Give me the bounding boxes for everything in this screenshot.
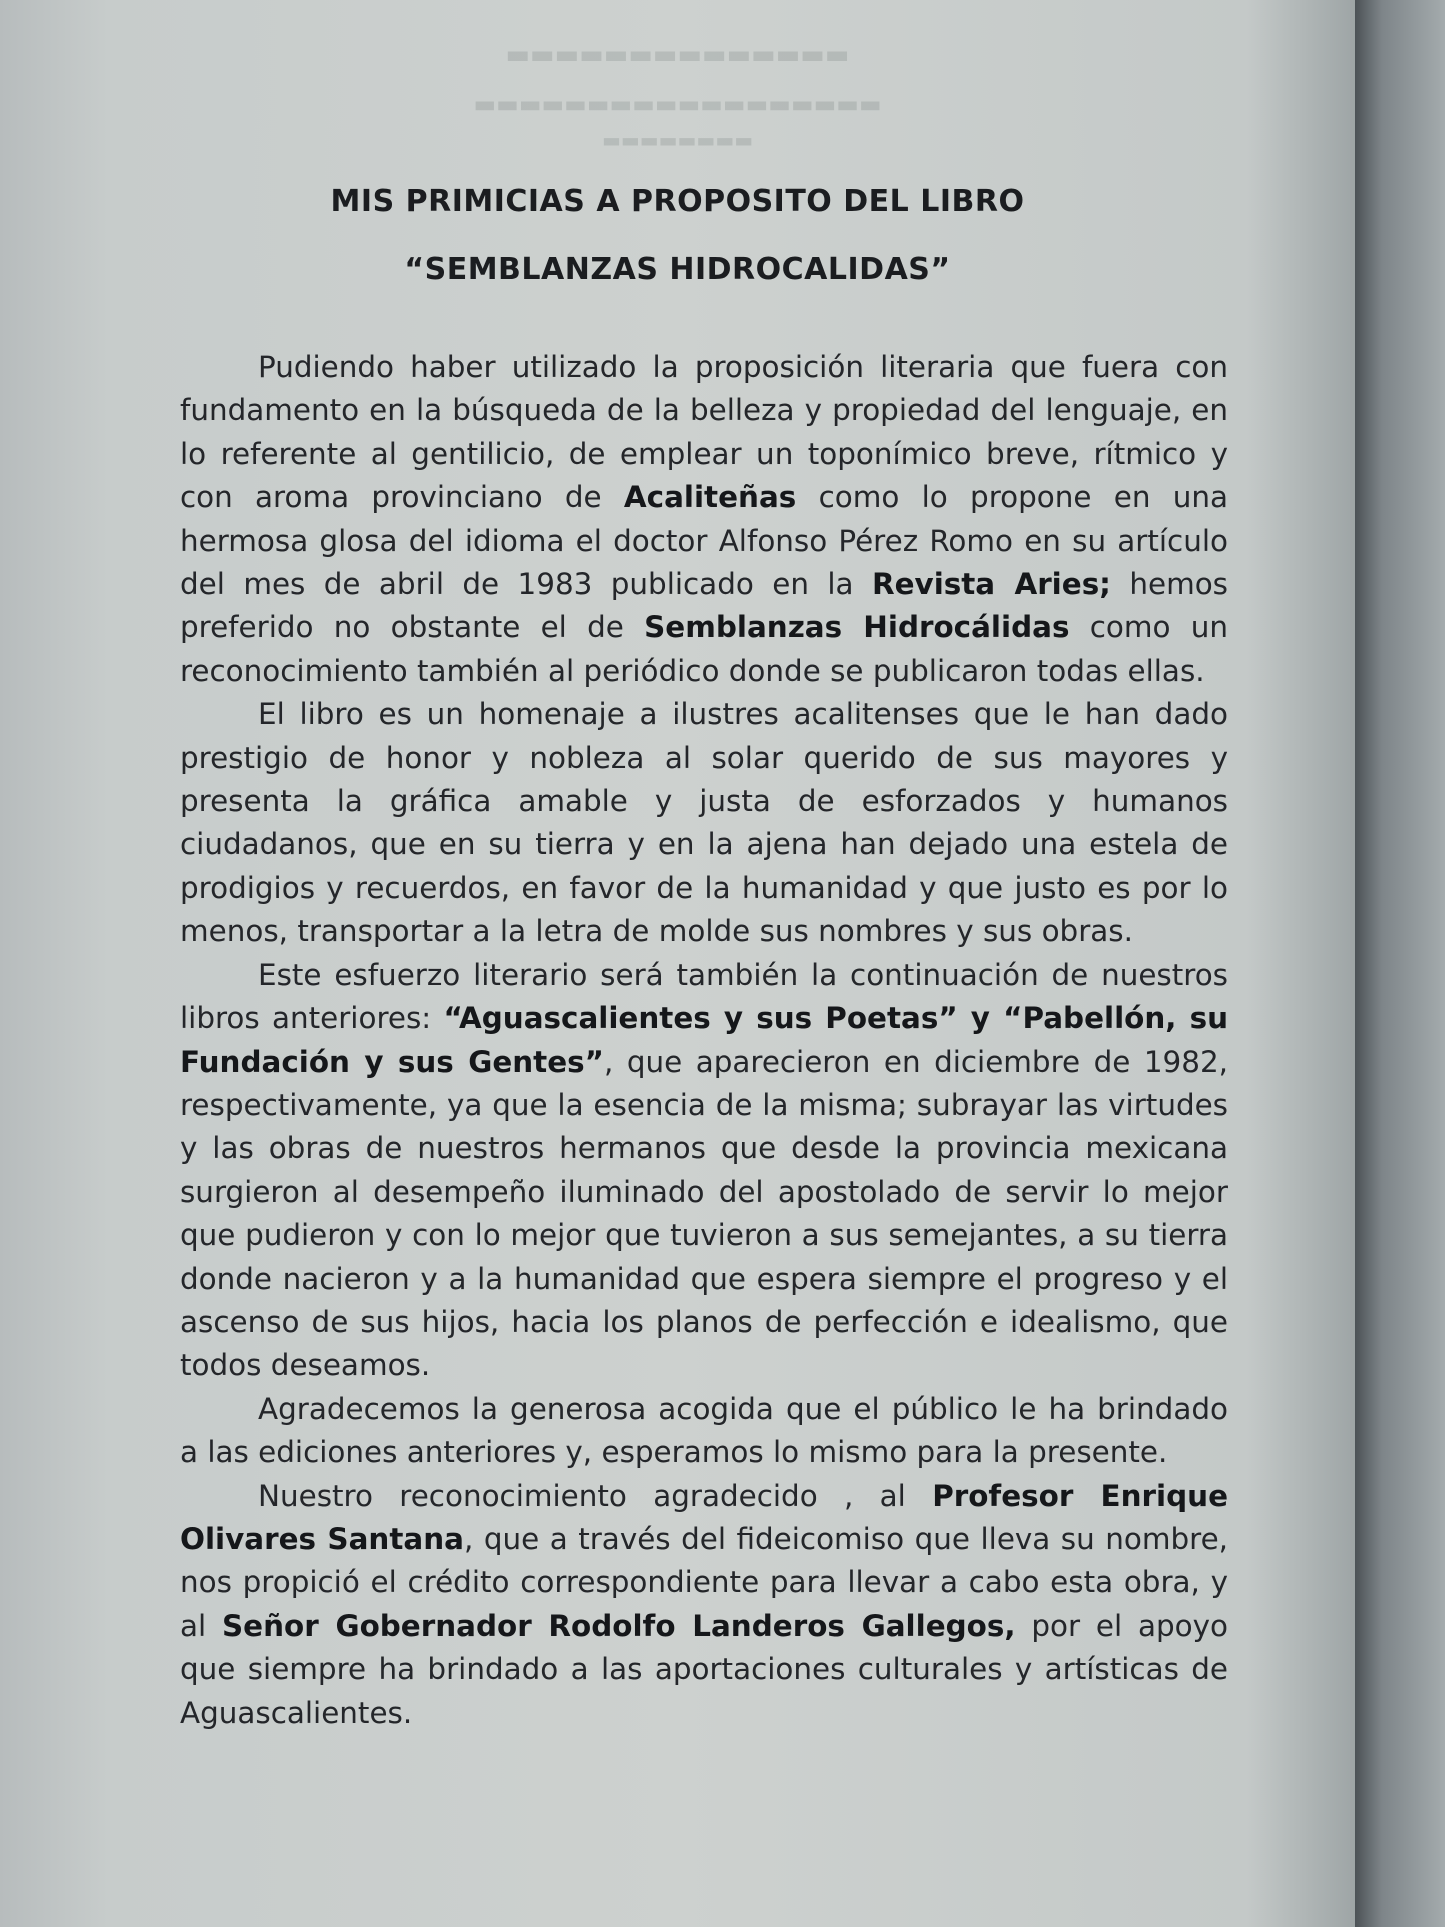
bold-term: Revista Aries; — [871, 567, 1111, 602]
bold-term: Acaliteñas — [623, 480, 797, 515]
paragraph-2 — [180, 693, 1228, 953]
paragraph-text: Agradecemos la generosa acogida que el público le ha brindado a las ediciones anteriores y, esperamos lo mismo para la presente. — [180, 1391, 1228, 1470]
paragraph-text: hemos preferido no obstante el de — [180, 567, 1228, 645]
book-page-edge — [1355, 0, 1445, 1927]
body-text — [180, 346, 1228, 1735]
bold-term: Profesor Enrique Olivares Santana — [180, 1478, 1228, 1556]
paragraph-text: por el apoyo que siempre ha brindado a las aportaciones culturales y artísticas de Aguascalientes. — [180, 1608, 1228, 1730]
paragraph-text: , que aparecieron en diciembre de 1982, respectivamente, ya que la esencia de la misma; subrayar las virtudes y las obras de nuestros hermanos que desde la provincia mexicana surgieron al desempeño iluminado del apostolado de servir lo mejor que pudieron y con lo mejor que tuvieron a sus semejantes, a su tierra donde nacieron y a la humanidad que espera siempre el progreso y el ascenso de sus hijos, hacia los planos de perfección e idealismo, que todos deseamos. — [180, 1044, 1228, 1383]
show-through-text: ▬▬▬▬▬▬▬▬▬▬▬▬▬▬▬▬▬▬ — [473, 90, 882, 118]
paragraph-text: Nuestro reconocimiento agradecido , al — [258, 1478, 933, 1513]
paragraph-1 — [180, 346, 1228, 693]
bold-term: “Aguascalientes y sus Poetas” y “Pabellón, su Fundación y sus Gentes” — [180, 1001, 1228, 1079]
show-through-text: ▬▬▬▬▬▬▬▬ — [601, 128, 754, 152]
paragraph-text: Este esfuerzo literario será también la continuación de nuestros libros anteriores: — [180, 957, 1228, 1036]
paragraph-text: como lo propone en una hermosa glosa del idioma el doctor Alfonso Pérez Romo en su artículo del mes de abril de 1983 publicado en la — [180, 480, 1228, 602]
show-through-text: ▬▬▬▬▬▬▬▬▬▬▬▬▬▬ — [505, 40, 850, 70]
paragraph-text: como un reconocimiento también al periódico donde se publicaron todas ellas. — [180, 610, 1228, 688]
paragraph-text: Pudiendo haber utilizado la proposición literaria que fuera con fundamento en la búsqueda de la belleza y propiedad del lenguaje, en lo referente al gentilicio, de emplear un toponímico breve, rítmico y con aroma provinciano de — [180, 350, 1228, 515]
paragraph-5 — [180, 1475, 1228, 1735]
title-line-1: MIS PRIMICIAS A PROPOSITO DEL LIBRO — [330, 184, 1025, 219]
title-line-2: “SEMBLANZAS HIDROCALIDAS” — [404, 252, 951, 287]
bold-term: Señor Gobernador Rodolfo Landeros Gallegos, — [222, 1608, 1016, 1643]
paragraph-text: El libro es un homenaje a ilustres acalitenses que le han dado prestigio de honor y nobleza al solar querido de sus mayores y presenta la gráfica amable y justa de esforzados y humanos ciudadanos, que en su tierra y en la ajena han dejado una estela de prodigios y recuerdos, en favor de la humanidad y que justo es por lo menos, transportar a la letra de molde sus nombres y sus obras. — [180, 697, 1228, 949]
paragraph-text: , que a través del fideicomiso que lleva su nombre, nos propició el crédito correspondiente para llevar a cabo esta obra, y al — [180, 1521, 1229, 1643]
paragraph-3 — [180, 954, 1228, 1388]
paragraph-4 — [180, 1388, 1228, 1475]
bold-term: Semblanzas Hidrocálidas — [644, 610, 1070, 645]
